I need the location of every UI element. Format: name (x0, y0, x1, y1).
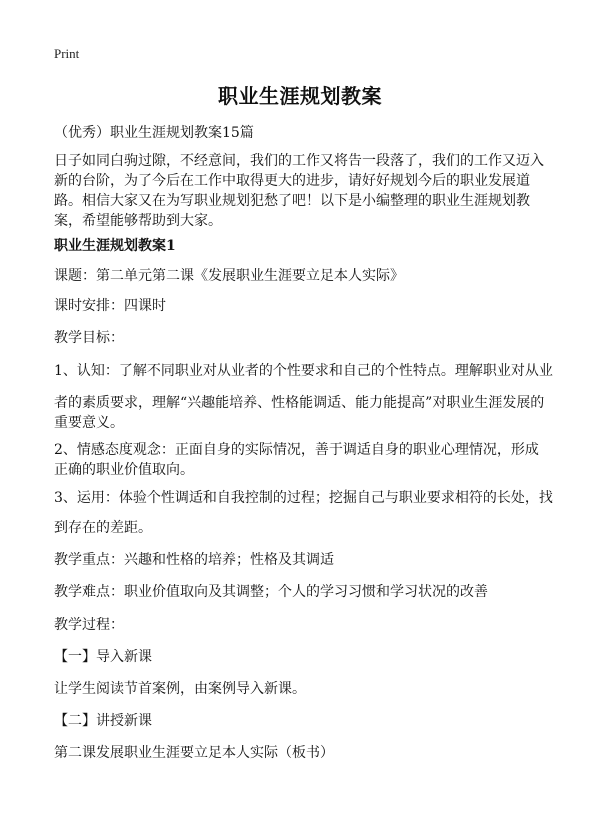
document-title: 职业生涯规划教案 (218, 84, 382, 108)
print-label: Print (54, 46, 80, 61)
document-subtitle: （优秀）职业生涯规划教案15篇 (54, 125, 254, 141)
lesson-schedule: 课时安排：四课时 (54, 298, 166, 314)
difficulties: 教学难点：职业价值取向及其调整；个人的学习习惯和学习状况的改善 (54, 584, 488, 600)
process-heading: 教学过程： (54, 617, 124, 633)
objective-3-line-1: 3、运用：体验个性调适和自我控制的过程；挖掘自己与职业要求相符的长处，找 (54, 490, 553, 506)
step-1-detail: 让学生阅读节首案例，由案例导入新课。 (54, 681, 306, 697)
key-points: 教学重点：兴趣和性格的培养；性格及其调适 (54, 552, 334, 568)
objective-3-line-2: 到存在的差距。 (54, 520, 152, 536)
intro-paragraph: 日子如同白驹过隙，不经意间，我们的工作又将告一段落了，我们的工作又迈入新的台阶，为了今后在工作中取得更大的进步，请好好规划今后的职业发展道路。相信大家又在为写职业规划犯愁了吧！以下是小编整理的职业生涯规划教案，希望能够帮助到大家。 (54, 153, 544, 229)
step-2-detail: 第二课发展职业生涯要立足本人实际（板书） (54, 745, 334, 761)
section-heading: 职业生涯规划教案1 (54, 238, 176, 254)
objective-1-line-1: 1、认知：了解不同职业对从业者的个性要求和自己的个性特点。理解职业对从业 (54, 363, 553, 379)
objective-1-line-2: 者的素质要求，理解“兴趣能培养、性格能调适、能力能提高”对职业生涯发展的重要意义。 (54, 395, 545, 431)
lesson-topic: 课题：第二单元第二课《发展职业生涯要立足本人实际》 (54, 268, 404, 284)
step-1-heading: 【一】导入新课 (54, 649, 152, 665)
objective-2: 2、情感态度观念：正面自身的实际情况，善于调适自身的职业心理情况，形成正确的职业价值取向。 (54, 442, 539, 478)
objectives-heading: 教学目标： (54, 330, 124, 346)
step-2-heading: 【二】讲授新课 (54, 713, 152, 729)
